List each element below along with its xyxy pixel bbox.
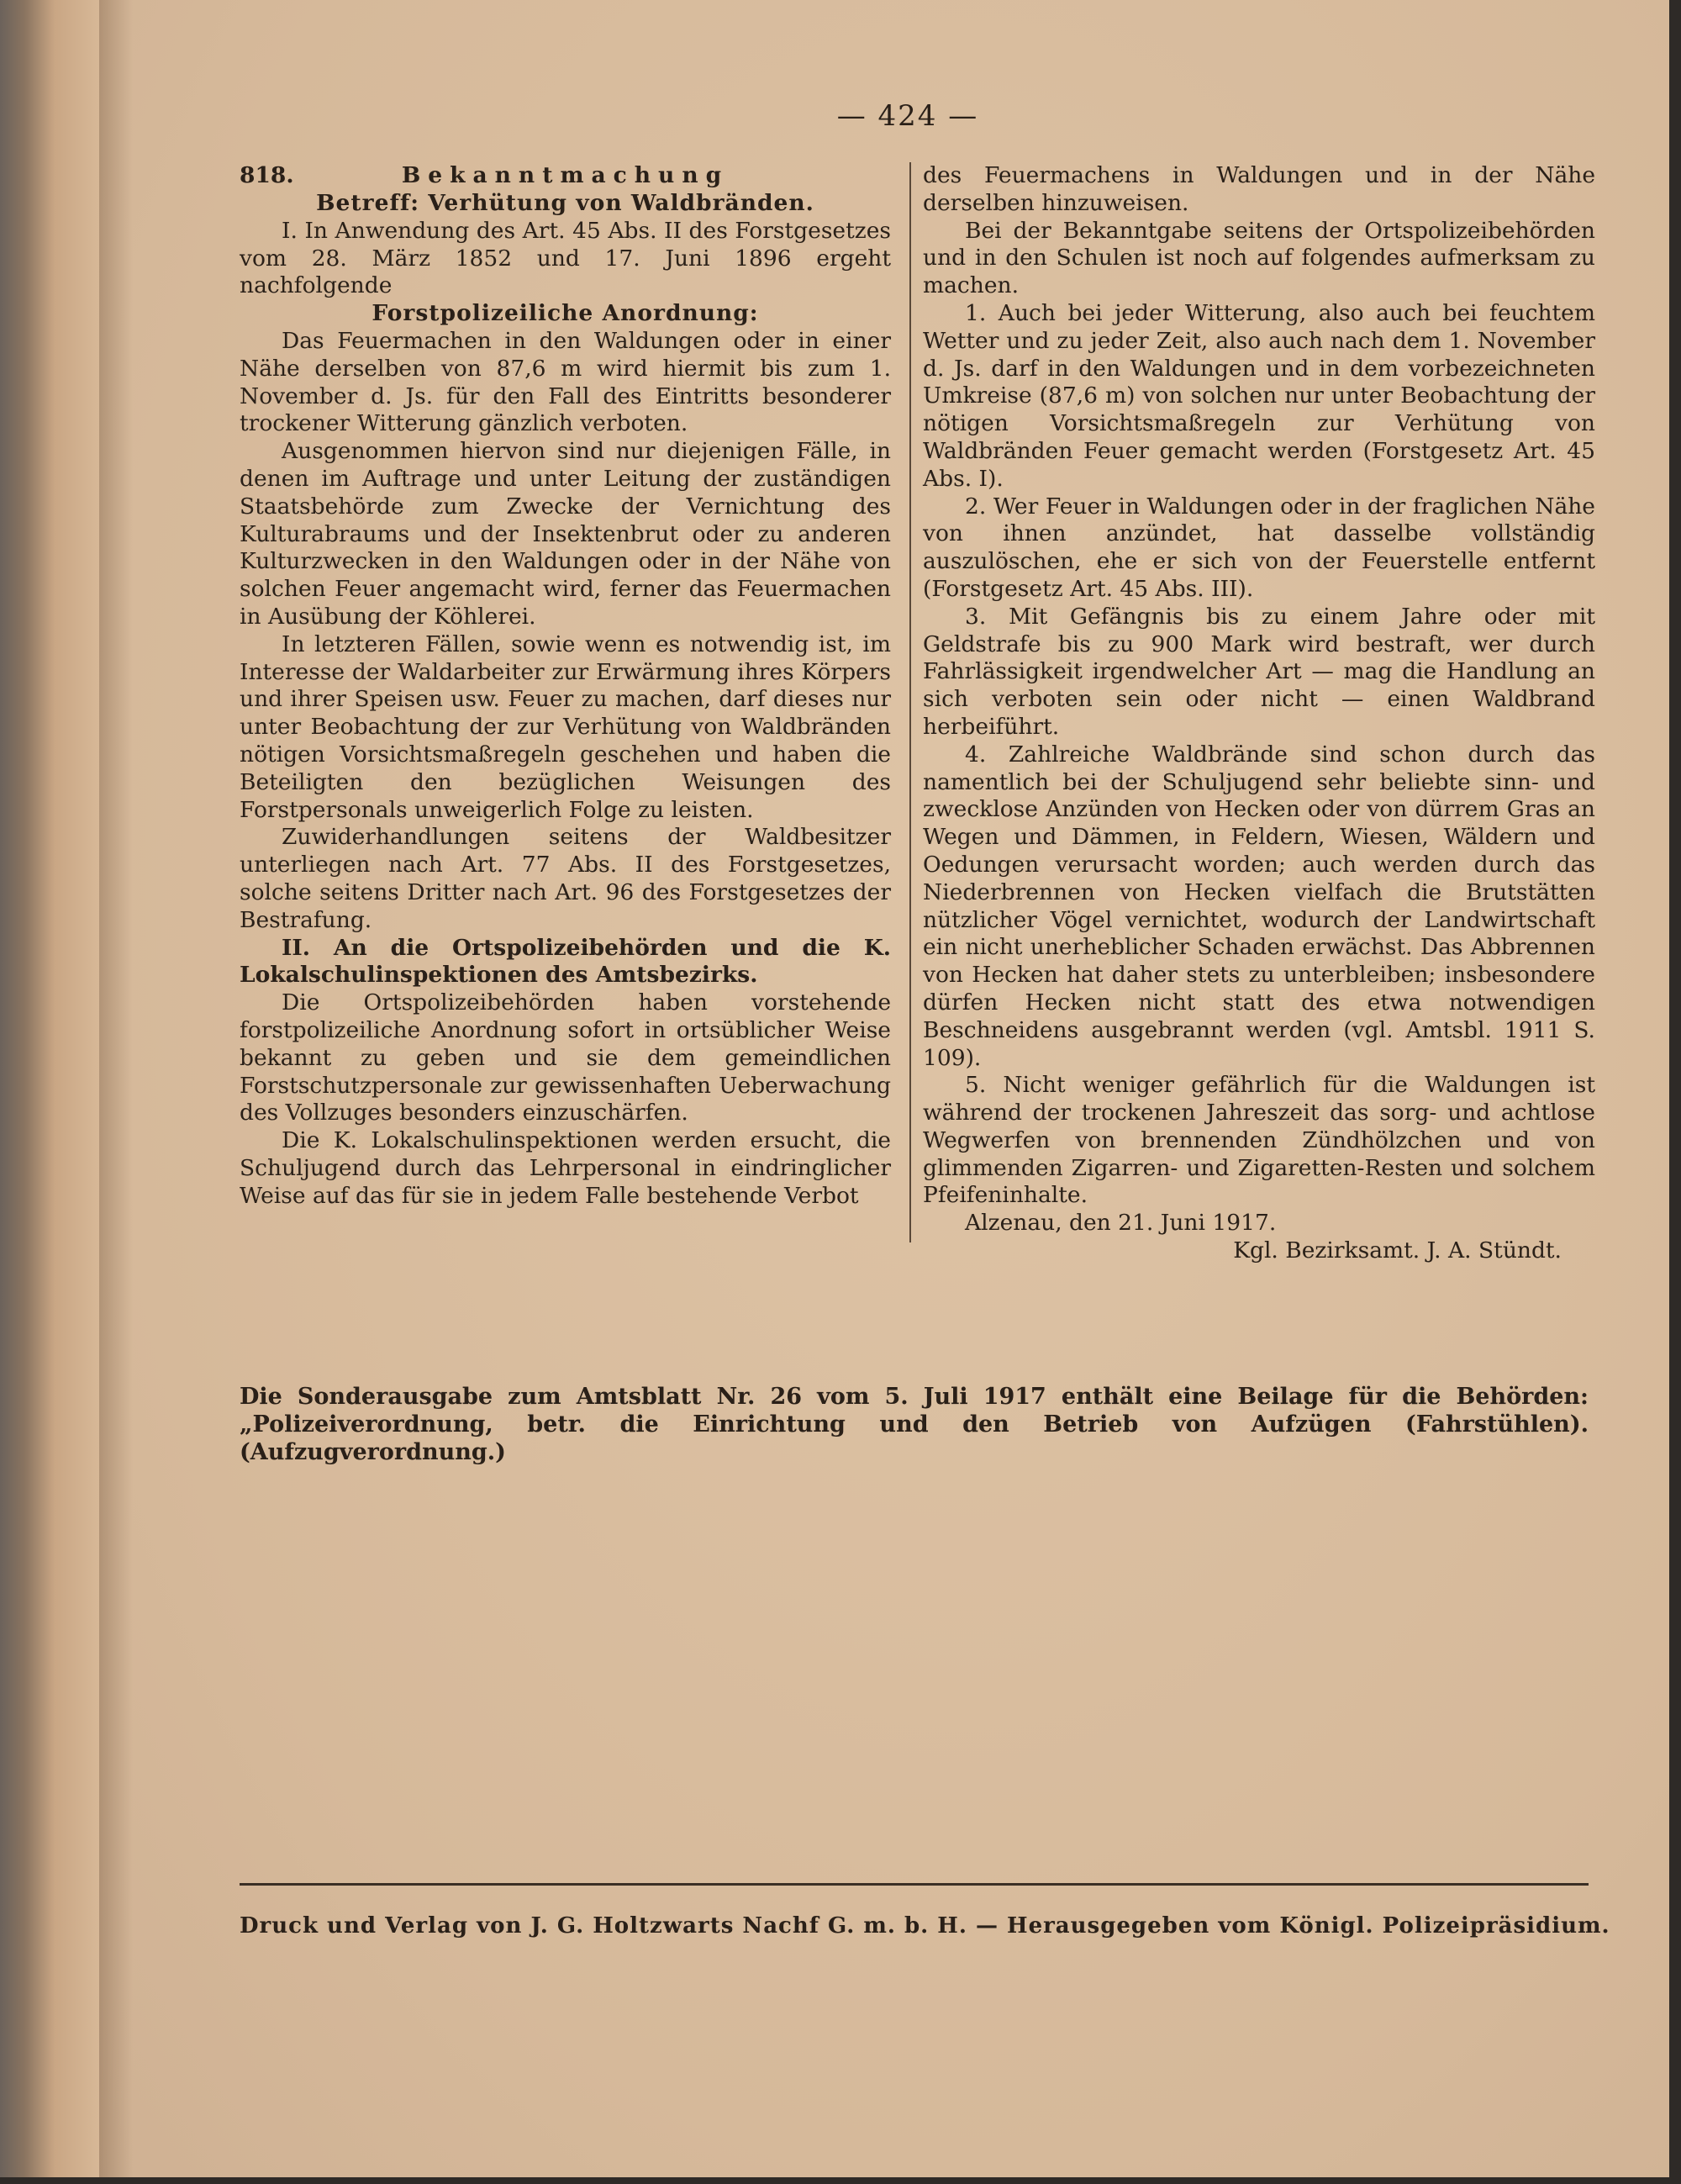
list-item-2: 2. Wer Feuer in Waldungen oder in der fraglichen Nähe von ihnen anzündet, hat dasselbe vollständig auszulöschen, ehe er sich von der Feuerstelle entfernt (Forstgesetz Art. 45 Abs. III). (923, 493, 1595, 602)
notice-subject: Betreff: Verhütung von Waldbränden. (316, 190, 814, 216)
notice-number: 818. (240, 162, 294, 188)
list-item-3: 3. Mit Gefängnis bis zu einem Jahre oder mit Geldstrafe bis zu 900 Mark wird bestraft, wer durch Fahrlässigkeit irgendwelcher Art — mag die Handlung an sich verboten sein oder nicht — einen Waldbrand herbeiführt. (923, 603, 1595, 740)
paragraph-police-authorities: Die Ortspolizeibehörden haben vorstehende forstpolizeiliche Anordnung sofort in ortsüblicher Weise bekannt zu geben und sie dem gemeindlichen Forstschutzpersonale zur gewissenhaften Ueberwachung des Vollzuges besonders einzuschärfen. (240, 989, 891, 1126)
imprint: Druck und Verlag von J. G. Holtzwarts Nachf G. m. b. H. — Herausgegeben vom Königl. Polizeipräsidium. (240, 1913, 1610, 1939)
right-border (1669, 0, 1681, 2184)
paragraph-precautions: In letzteren Fällen, sowie wenn es notwendig ist, im Interesse der Waldarbeiter zur Erwärmung ihres Körpers und ihrer Speisen usw. Feuer zu machen, darf dieses nur unter Beobachtung der zur Verhütung von Waldbränden nötigen Vorsichtsmaßregeln geschehen und haben die Beteiligten den bezüglichen Weisungen des Forstpersonals unweigerlich Folge zu leisten. (240, 630, 891, 823)
bottom-border (0, 2177, 1681, 2184)
paragraph-continuation: des Feuermachens in Waldungen und in der Nähe derselben hinzuweisen. (923, 162, 1595, 216)
list-item-5: 5. Nicht weniger gefährlich für die Waldungen ist während der trockenen Jahreszeit das sorg- und achtlose Wegwerfen von brennenden Zündhölzchen und von glimmenden Zigarren- und Zigaretten-Resten und solchem Pfeifeninhalte. (923, 1072, 1595, 1209)
paragraph-school-inspections: Die K. Lokalschulinspektionen werden ersucht, die Schuljugend durch das Lehrpersonal in eindringlicher Weise auf das für sie in jedem Falle bestehende Verbot (240, 1127, 891, 1209)
left-column (240, 162, 891, 1210)
notice-header (240, 162, 891, 190)
right-column (923, 162, 1595, 1265)
list-item-1: 1. Auch bei jeder Witterung, also auch bei feuchtem Wetter und zu jeder Zeit, also auch nach dem 1. November d. Js. darf in den Waldungen und in dem vorbezeichneten Umkreise (87,6 m) von solchen nur unter Beobachtung der nötigen Vorsichtsmaßregeln zur Verhütung von Waldbränden Feuer gemacht werden (Forstgesetz Art. 45 Abs. I). (923, 299, 1595, 492)
supplement-text: Die Sonderausgabe zum Amtsblatt Nr. 26 vom 5. Juli 1917 enthält eine Beilage für die Behörden: „Polizeiverordnung, betr. die Einrichtung und den Betrieb von Aufzügen (Fahrstühlen). (Aufzugverordnung.) (240, 1384, 1589, 1465)
page-number: — 424 — (836, 99, 979, 133)
column-divider (909, 162, 911, 1242)
list-item-4: 4. Zahlreiche Waldbrände sind schon durch das namentlich bei der Schuljugend sehr beliebte sinn- und zwecklose Anzünden von Hecken oder von dürrem Gras an Wegen und Dämmen, in Feldern, Wiesen, Wäldern und Oedungen verursacht worden; auch werden durch das Niederbrennen von Hecken vielfach die Brutstätten nützlicher Vögel vernichtet, wodurch der Landwirtschaft ein nicht unerheblicher Schaden erwächst. Das Abbrennen von Hecken hat daher stets zu unterbleiben; insbesondere dürfen Hecken nicht statt des etwa notwendigen Beschneidens ausgebrannt werden (vgl. Amtsbl. 1911 S. 109). (923, 741, 1595, 1071)
paragraph-exceptions: Ausgenommen hiervon sind nur diejenigen Fälle, in denen im Auftrage und unter Leitung der zuständigen Staatsbehörde zum Zwecke der Vernichtung des Kulturabraums und der Insektenbrut oder zu anderen Kulturzwecken in den Waldungen oder in der Nähe von solchen Feuer angemacht wird, ferner das Feuermachen in Ausübung der Köhlerei. (240, 438, 891, 630)
paragraph-penalties: Zuwiderhandlungen seitens der Waldbesitzer unterliegen nach Art. 77 Abs. II des Forstgesetzes, solche seitens Dritter nach Art. 96 des Forstgesetzes der Bestrafung. (240, 824, 891, 933)
paragraph-prohibition: Das Feuermachen in den Waldungen oder in einer Nähe derselben von 87,6 m wird hiermit bis zum 1. November d. Js. für den Fall des Eintritts besonderer trockener Witterung gänzlich verboten. (240, 327, 891, 437)
intro-paragraph: I. In Anwendung des Art. 45 Abs. II des Forstgesetzes vom 28. März 1852 und 17. Juni 1896 ergeht nachfolgende (240, 217, 891, 299)
footer-rule (240, 1883, 1589, 1886)
section-2-heading: II. An die Ortspolizeibehörden und die K. Lokalschulinspektionen des Amtsbezirks. (240, 934, 891, 989)
place-date: Alzenau, den 21. Juni 1917. (965, 1210, 1277, 1237)
book-page-edge (0, 0, 99, 2184)
notice-title: Bekanntmachung (401, 162, 730, 188)
supplement-notice (240, 1383, 1589, 1466)
paragraph-announcement: Bei der Bekanntgabe seitens der Ortspolizeibehörden und in den Schulen ist noch auf folgendes aufmerksam zu machen. (923, 217, 1595, 299)
order-heading: Forstpolizeiliche Anordnung: (372, 300, 759, 327)
signature: Kgl. Bezirksamt. J. A. Stündt. (1233, 1237, 1562, 1264)
spine-shadow (99, 0, 133, 2184)
